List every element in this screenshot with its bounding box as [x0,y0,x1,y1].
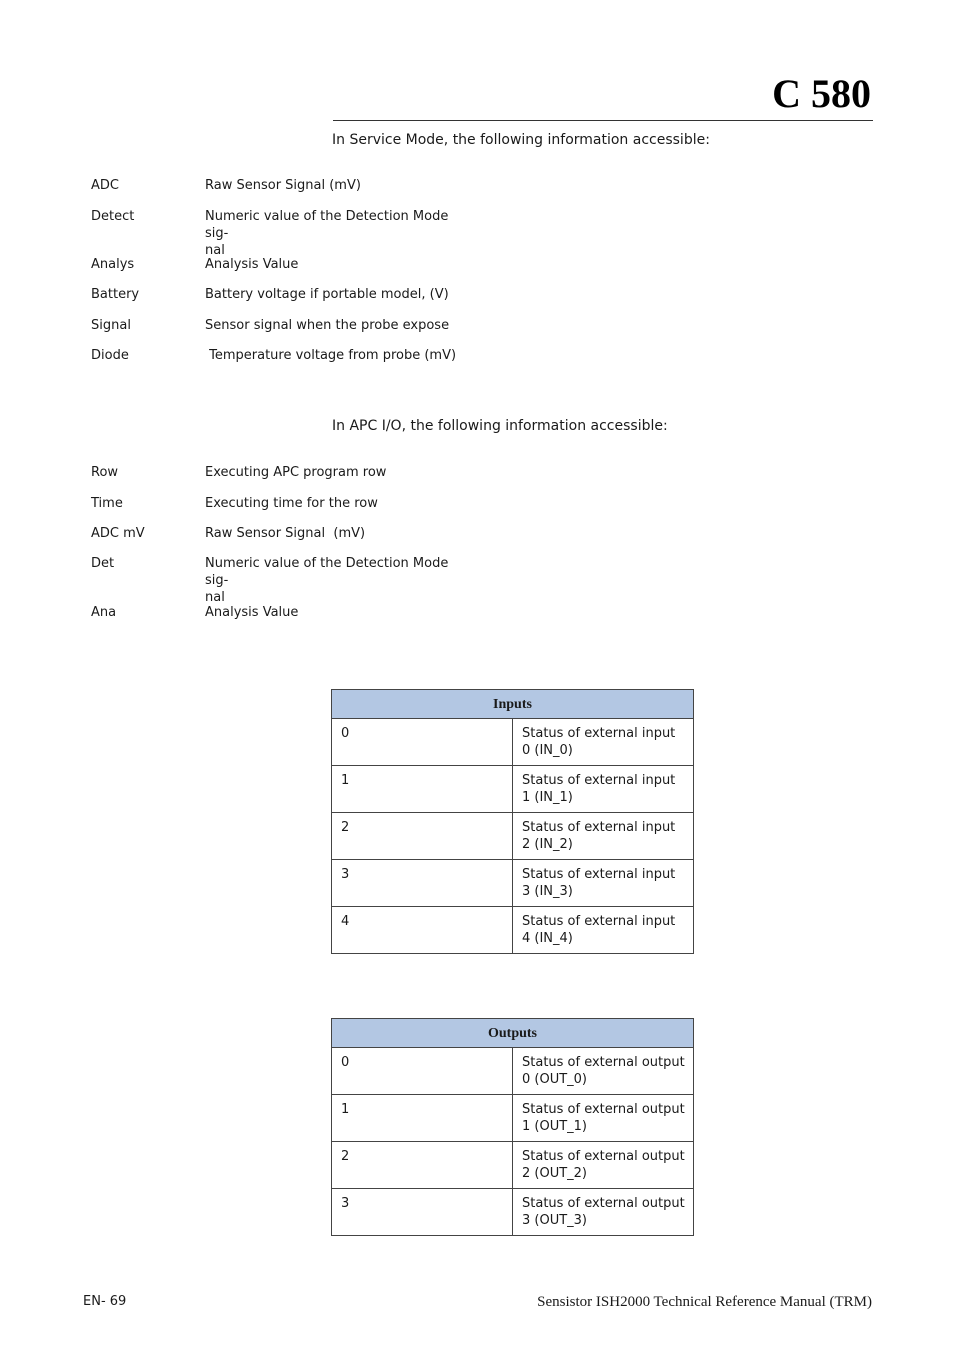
item-term: Row [91,465,119,480]
table-cell-desc: Status of external output 0 (OUT_0) [513,1048,694,1095]
inputs-table-header: Inputs [332,690,694,719]
table-header-row [332,690,694,719]
table-cell-number: 3 [332,860,513,907]
item-desc: Sensor signal when the probe expose [205,318,450,333]
page-number: EN- 69 [83,1294,127,1309]
table-cell-desc: Status of external input 4 (IN_4) [513,907,694,954]
item-term: Signal [91,318,131,333]
table-cell-desc: Status of external input 3 (IN_3) [513,860,694,907]
table-cell-desc: Status of external output 3 (OUT_3) [513,1189,694,1236]
item-desc: Analysis Value [205,257,299,272]
item-term: Analys [91,257,135,272]
table-cell-desc: Status of external output 1 (OUT_1) [513,1095,694,1142]
table-cell-number: 0 [332,719,513,766]
table-cell-number: 1 [332,1095,513,1142]
table-cell-desc: Status of external input 0 (IN_0) [513,719,694,766]
item-desc: Executing APC program row [205,465,387,480]
table-row [332,1048,694,1095]
item-term: Diode [91,348,129,363]
item-term: Detect [91,209,135,224]
item-desc: Analysis Value [205,605,299,620]
inputs-table [331,689,694,954]
table-cell-number: 3 [332,1189,513,1236]
item-term: ADC mV [91,526,145,541]
table-cell-desc: Status of external output 2 (OUT_2) [513,1142,694,1189]
table-row [332,1095,694,1142]
item-term: ADC [91,178,119,193]
item-desc: Numeric value of the Detection Mode sig- nal [205,209,449,258]
table-cell-number: 1 [332,766,513,813]
manual-title: Sensistor ISH2000 Technical Reference Manual (TRM) [537,1294,872,1310]
item-desc: Numeric value of the Detection Mode sig- nal [205,556,449,605]
page-title: C 580 [772,71,871,116]
table-cell-desc: Status of external input 1 (IN_1) [513,766,694,813]
item-term: Det [91,556,115,571]
table-row [332,813,694,860]
table-row [332,1142,694,1189]
table-cell-desc: Status of external input 2 (IN_2) [513,813,694,860]
table-row [332,719,694,766]
table-cell-number: 0 [332,1048,513,1095]
table-row [332,1189,694,1236]
service-mode-intro: In Service Mode, the following information accessible: [332,132,710,148]
table-header-row [332,1019,694,1048]
table-cell-number: 2 [332,813,513,860]
item-desc: Raw Sensor Signal (mV) [205,178,361,193]
item-term: Battery [91,287,140,302]
outputs-table-header: Outputs [332,1019,694,1048]
item-desc: Battery voltage if portable model, (V) [205,287,449,302]
item-term: Ana [91,605,117,620]
item-desc: Temperature voltage from probe (mV) [205,348,457,363]
item-desc: Executing time for the row [205,496,378,511]
table-cell-number: 2 [332,1142,513,1189]
outputs-table [331,1018,694,1236]
apc-io-intro: In APC I/O, the following information accessible: [332,418,668,434]
table-cell-number: 4 [332,907,513,954]
table-row [332,907,694,954]
table-row [332,860,694,907]
table-row [332,766,694,813]
item-desc: Raw Sensor Signal (mV) [205,526,366,541]
item-term: Time [91,496,123,511]
header-rule [333,120,873,121]
